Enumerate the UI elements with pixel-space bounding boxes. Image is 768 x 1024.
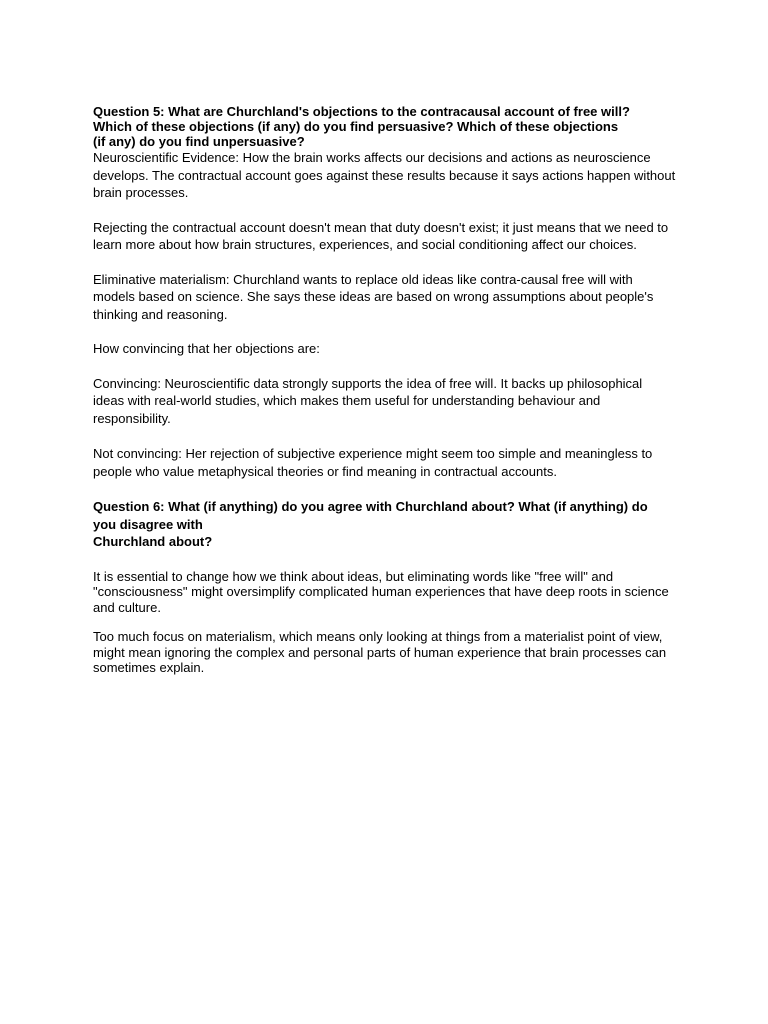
q5-paragraph-rejecting-contractual: Rejecting the contractual account doesn't mean that duty doesn't exist; it just means that we need to learn more about how brain structures, experiences, and social conditioning affect our choices.	[93, 219, 669, 252]
question-6-heading	[93, 498, 653, 551]
q6-paragraph-too-much-materialism: Too much focus on materialism, which means only looking at things from a materialist point of view, might mean ignoring the complex and personal parts of human experience that brain processes can sometimes explain.	[93, 629, 667, 675]
document-page	[93, 104, 683, 676]
question-6-heading-line-1: Question 6: What (if anything) do you agree with Churchland about? What (if anything) do you disagree with	[93, 499, 648, 532]
q5-paragraph-how-convincing: How convincing that her objections are:	[93, 341, 320, 356]
q6-paragraph-essential-change: It is essential to change how we think about ideas, but eliminating words like "free will" and "consciousness" might oversimplify complicated human experiences that have deep roots in science and culture.	[93, 568, 669, 615]
q5-paragraph-convincing: Convincing: Neuroscientific data strongly supports the idea of free will. It backs up philosophical ideas with real-world studies, which makes them useful for understanding behaviour and responsibility.	[93, 375, 643, 426]
question-5-heading: Question 5: What are Churchland's objections to the contracausal account of free will? Which of these objections (if any) do you find persuasive? Which of these objections (if any) do you find unpersuasive?	[93, 104, 630, 149]
q5-paragraph-eliminative-materialism: Eliminative materialism: Churchland wants to replace old ideas like contra-causal free will with models based on science. She says these ideas are based on wrong assumptions about people's thinking and reasoning.	[93, 271, 654, 322]
q5-paragraph-neuroscientific-evidence: Neuroscientific Evidence: How the brain works affects our decisions and actions as neuroscience develops. The contractual account goes against these results because it says actions happen without brain processes.	[93, 150, 676, 200]
question-6-heading-line-2: Churchland about?	[93, 534, 213, 549]
q5-paragraph-not-convincing: Not convincing: Her rejection of subjective experience might seem too simple and meaningless to people who value metaphysical theories or find meaning in contractual accounts.	[93, 446, 653, 479]
